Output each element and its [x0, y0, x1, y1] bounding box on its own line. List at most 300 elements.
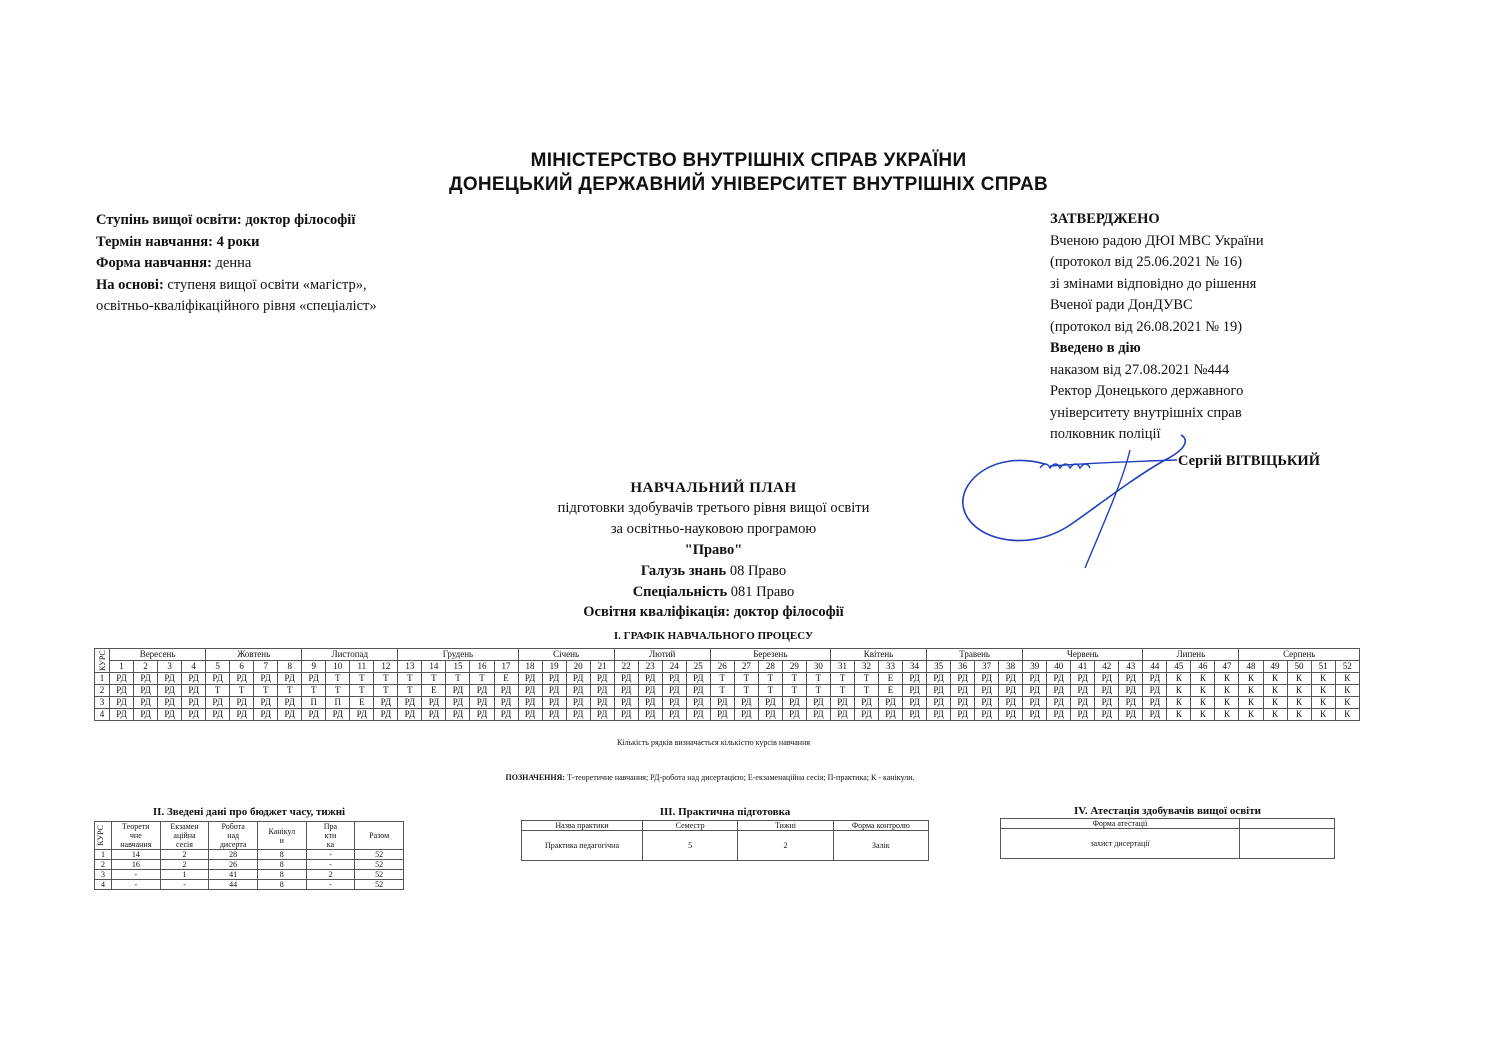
- table-row: [95, 685, 1360, 697]
- schedule-cell: РД: [686, 673, 710, 685]
- practice-cell: Практика педагогічна: [522, 831, 643, 861]
- schedule-cell: РД: [566, 673, 590, 685]
- attestation-empty-cell: [1240, 829, 1335, 859]
- schedule-cell: РД: [854, 709, 878, 721]
- schedule-cell: К: [1239, 709, 1263, 721]
- schedule-cell: К: [1215, 673, 1239, 685]
- budget-header-line: навчання: [120, 840, 152, 849]
- schedule-cell: Т: [326, 685, 350, 697]
- week-number: 38: [999, 661, 1023, 673]
- schedule-cell: Т: [422, 673, 446, 685]
- budget-cell: -: [306, 860, 355, 870]
- practice-header: Семестр: [643, 821, 738, 831]
- schedule-cell: РД: [254, 697, 278, 709]
- budget-cell: -: [112, 880, 161, 890]
- schedule-cell: Т: [806, 673, 830, 685]
- budget-header-line: над: [227, 831, 240, 840]
- schedule-cell: РД: [110, 697, 134, 709]
- schedule-cell: РД: [518, 685, 542, 697]
- schedule-cell: РД: [975, 697, 999, 709]
- attestation-title: IV. Атестація здобувачів вищої освіти: [1074, 805, 1261, 817]
- schedule-cell: Е: [422, 685, 446, 697]
- budget-cell: 8: [257, 860, 306, 870]
- week-number: 23: [638, 661, 662, 673]
- schedule-cell: РД: [494, 697, 518, 709]
- schedule-cell: РД: [1047, 685, 1071, 697]
- budget-header-line: Разом: [369, 831, 390, 840]
- schedule-cell: РД: [278, 673, 302, 685]
- kurs-cell: 1: [95, 673, 110, 685]
- schedule-cell: РД: [638, 673, 662, 685]
- month-header: Червень: [1023, 649, 1143, 661]
- schedule-cell: РД: [975, 709, 999, 721]
- schedule-cell: РД: [1023, 673, 1047, 685]
- schedule-cell: РД: [446, 709, 470, 721]
- approval-line: (протокол від 25.06.2021 № 16): [1050, 254, 1243, 270]
- week-number: 17: [494, 661, 518, 673]
- schedule-cell: РД: [278, 709, 302, 721]
- schedule-cell: РД: [134, 685, 158, 697]
- schedule-cell: РД: [975, 673, 999, 685]
- table-row: [95, 880, 404, 890]
- schedule-cell: РД: [614, 673, 638, 685]
- schedule-cell: Т: [806, 685, 830, 697]
- schedule-cell: РД: [1095, 685, 1119, 697]
- table-row: [95, 870, 404, 880]
- schedule-cell: РД: [662, 685, 686, 697]
- week-number: 50: [1287, 661, 1311, 673]
- week-number: 14: [422, 661, 446, 673]
- schedule-cell: РД: [110, 709, 134, 721]
- schedule-cell: Т: [830, 673, 854, 685]
- schedule-cell: К: [1263, 685, 1287, 697]
- budget-header-line: чне: [129, 831, 142, 840]
- schedule-cell: РД: [710, 697, 734, 709]
- budget-header-line: дисерта: [219, 840, 247, 849]
- program-name: "Право": [684, 542, 743, 558]
- attestation-empty-cell: [1240, 819, 1335, 829]
- attestation-cell: захист дисертації: [1001, 829, 1240, 859]
- schedule-cell: РД: [903, 697, 927, 709]
- schedule-cell: К: [1287, 709, 1311, 721]
- week-number: 6: [230, 661, 254, 673]
- month-header: Листопад: [302, 649, 398, 661]
- practice-title: ІІІ. Практична підготовка: [659, 806, 791, 818]
- schedule-cell: Т: [374, 685, 398, 697]
- budget-cell: 2: [160, 860, 209, 870]
- approval-line: університету внутрішніх справ: [1050, 404, 1242, 421]
- practice-cell: Залік: [833, 831, 928, 861]
- schedule-cell: РД: [999, 709, 1023, 721]
- schedule-cell: РД: [1023, 697, 1047, 709]
- schedule-cell: РД: [590, 697, 614, 709]
- budget-cell: -: [306, 880, 355, 890]
- schedule-cell: РД: [566, 709, 590, 721]
- schedule-cell: РД: [1143, 709, 1167, 721]
- approval-line: полковник поліції: [1050, 426, 1161, 442]
- week-number: 21: [590, 661, 614, 673]
- schedule-cell: РД: [1095, 709, 1119, 721]
- schedule-cell: РД: [518, 709, 542, 721]
- budget-header-line: Канікул: [268, 826, 296, 836]
- schedule-cell: К: [1191, 673, 1215, 685]
- month-header: Серпень: [1239, 649, 1360, 661]
- schedule-cell: Т: [398, 673, 422, 685]
- kurs-cell: 2: [95, 685, 110, 697]
- week-number: 48: [1239, 661, 1263, 673]
- schedule-cell: РД: [1071, 709, 1095, 721]
- week-number: 33: [879, 661, 903, 673]
- week-number: 37: [975, 661, 999, 673]
- schedule-cell: РД: [302, 709, 326, 721]
- budget-cell: 44: [209, 880, 258, 890]
- schedule-cell: РД: [398, 697, 422, 709]
- budget-cell: 52: [355, 860, 404, 870]
- table-row: [95, 850, 404, 860]
- schedule-cell: РД: [806, 697, 830, 709]
- budget-cell: 2: [306, 870, 355, 880]
- schedule-cell: РД: [374, 709, 398, 721]
- schedule-cell: РД: [782, 709, 806, 721]
- schedule-cell: РД: [110, 673, 134, 685]
- qualification-line: Освітня кваліфікація: доктор філософії: [583, 604, 844, 620]
- table-row: [95, 709, 1360, 721]
- approval-line: (протокол від 26.08.2021 № 19): [1050, 318, 1243, 335]
- schedule-cell: РД: [830, 697, 854, 709]
- budget-title: ІІ. Зведені дані про бюджет часу, тижні: [152, 806, 346, 818]
- kurs-header-cell: [95, 822, 112, 850]
- schedule-cell: РД: [182, 697, 206, 709]
- legend: ПОЗНАЧЕННЯ: Т-теоретичне навчання; РД-робота над дисертацією; Е-екзаменаційна сесія; П-практика; К - канікули.: [505, 773, 915, 782]
- approval-block: [1050, 209, 1264, 446]
- schedule-cell: РД: [758, 697, 782, 709]
- schedule-cell: РД: [951, 685, 975, 697]
- schedule-cell: Т: [350, 685, 374, 697]
- schedule-cell: Т: [734, 685, 758, 697]
- week-number: 12: [374, 661, 398, 673]
- field-line: Галузь знань 08 Право: [640, 563, 787, 579]
- schedule-cell: РД: [686, 709, 710, 721]
- budget-header: [112, 822, 161, 850]
- schedule-cell: РД: [158, 709, 182, 721]
- schedule-cell: РД: [134, 697, 158, 709]
- budget-cell: -: [160, 880, 209, 890]
- schedule-cell: К: [1167, 673, 1191, 685]
- schedule-cell: РД: [134, 673, 158, 685]
- schedule-cell: РД: [999, 673, 1023, 685]
- schedule-cell: РД: [1071, 685, 1095, 697]
- schedule-cell: РД: [326, 709, 350, 721]
- week-number: 43: [1119, 661, 1143, 673]
- schedule-cell: РД: [999, 697, 1023, 709]
- schedule-cell: РД: [830, 709, 854, 721]
- schedule-cell: К: [1239, 697, 1263, 709]
- schedule-cell: РД: [1143, 685, 1167, 697]
- table-row: [95, 697, 1360, 709]
- schedule-cell: РД: [422, 709, 446, 721]
- schedule-cell: РД: [470, 709, 494, 721]
- schedule-cell: К: [1311, 685, 1335, 697]
- schedule-cell: К: [1263, 697, 1287, 709]
- week-number: 44: [1143, 661, 1167, 673]
- schedule-cell: РД: [590, 685, 614, 697]
- week-number: 5: [206, 661, 230, 673]
- practice-header: Форма контролю: [833, 821, 928, 831]
- schedule-cell: Т: [782, 685, 806, 697]
- schedule-cell: РД: [110, 685, 134, 697]
- week-number: 1: [110, 661, 134, 673]
- budget-cell: 41: [209, 870, 258, 880]
- schedule-cell: Т: [830, 685, 854, 697]
- schedule-cell: РД: [134, 709, 158, 721]
- schedule-cell: К: [1191, 709, 1215, 721]
- budget-cell: 8: [257, 880, 306, 890]
- budget-header: [257, 822, 306, 850]
- schedule-cell: РД: [614, 697, 638, 709]
- schedule-cell: РД: [1047, 673, 1071, 685]
- schedule-cell: Е: [879, 673, 903, 685]
- schedule-cell: Т: [374, 673, 398, 685]
- schedule-cell: РД: [254, 709, 278, 721]
- schedule-cell: Т: [782, 673, 806, 685]
- schedule-cell: РД: [302, 673, 326, 685]
- schedule-cell: Е: [879, 685, 903, 697]
- practice-header: Назва практики: [522, 821, 643, 831]
- schedule-cell: Т: [302, 685, 326, 697]
- week-number: 31: [830, 661, 854, 673]
- budget-header: [355, 822, 404, 850]
- week-number: 10: [326, 661, 350, 673]
- approval-line: Вченою радою ДЮІ МВС України: [1050, 232, 1264, 249]
- schedule-table: [94, 648, 1360, 721]
- table-row: [95, 860, 404, 870]
- schedule-cell: К: [1191, 697, 1215, 709]
- schedule-cell: РД: [1047, 697, 1071, 709]
- schedule-cell: РД: [518, 697, 542, 709]
- schedule-cell: РД: [903, 709, 927, 721]
- schedule-cell: РД: [446, 685, 470, 697]
- practice-header: Тижні: [738, 821, 833, 831]
- budget-header-line: Робота: [221, 822, 245, 831]
- budget-header-line: ка: [326, 840, 335, 849]
- schedule-cell: Т: [854, 685, 878, 697]
- schedule-cell: РД: [734, 697, 758, 709]
- week-number: 36: [951, 661, 975, 673]
- schedule-cell: К: [1191, 685, 1215, 697]
- schedule-cell: РД: [686, 697, 710, 709]
- schedule-cell: РД: [1143, 673, 1167, 685]
- month-header: Вересень: [110, 649, 206, 661]
- schedule-cell: РД: [590, 673, 614, 685]
- schedule-cell: РД: [374, 697, 398, 709]
- specialty-line: Спеціальність 081 Право: [632, 584, 795, 600]
- kurs-header: КУРС: [96, 825, 105, 846]
- budget-cell: 4: [95, 880, 112, 890]
- approval-line: Ректор Донецького державного: [1050, 383, 1244, 399]
- schedule-cell: К: [1215, 685, 1239, 697]
- schedule-cell: РД: [542, 697, 566, 709]
- plan-subtitle-2: за освітньо-науковою програмою: [610, 521, 817, 537]
- schedule-cell: К: [1335, 697, 1359, 709]
- week-number: 47: [1215, 661, 1239, 673]
- week-number: 24: [662, 661, 686, 673]
- schedule-cell: РД: [927, 673, 951, 685]
- schedule-cell: Т: [326, 673, 350, 685]
- schedule-cell: РД: [1023, 685, 1047, 697]
- schedule-cell: РД: [1119, 709, 1143, 721]
- schedule-cell: К: [1335, 685, 1359, 697]
- plan-title: НАВЧАЛЬНИЙ ПЛАН: [630, 480, 797, 496]
- schedule-cell: К: [1263, 673, 1287, 685]
- schedule-cell: РД: [951, 673, 975, 685]
- schedule-cell: РД: [662, 673, 686, 685]
- budget-cell: 1: [160, 870, 209, 880]
- budget-cell: 3: [95, 870, 112, 880]
- schedule-cell: РД: [951, 697, 975, 709]
- schedule-cell: К: [1167, 697, 1191, 709]
- budget-header: [209, 822, 258, 850]
- schedule-cell: РД: [782, 697, 806, 709]
- week-number: 8: [278, 661, 302, 673]
- schedule-cell: РД: [206, 709, 230, 721]
- signer-name: Сергій ВІТВІЦЬКИЙ: [1178, 453, 1320, 469]
- week-number: 52: [1335, 661, 1359, 673]
- schedule-cell: РД: [903, 673, 927, 685]
- budget-cell: 28: [209, 850, 258, 860]
- schedule-cell: К: [1167, 685, 1191, 697]
- schedule-cell: К: [1335, 673, 1359, 685]
- schedule-cell: Е: [494, 673, 518, 685]
- budget-cell: 1: [95, 850, 112, 860]
- schedule-cell: РД: [542, 673, 566, 685]
- schedule-cell: Т: [470, 673, 494, 685]
- schedule-cell: РД: [1071, 697, 1095, 709]
- month-header: Січень: [518, 649, 614, 661]
- budget-cell: -: [306, 850, 355, 860]
- schedule-cell: К: [1239, 673, 1263, 685]
- schedule-cell: К: [1167, 709, 1191, 721]
- schedule-cell: РД: [158, 685, 182, 697]
- budget-cell: 52: [355, 880, 404, 890]
- schedule-cell: К: [1215, 709, 1239, 721]
- degree-line: Ступінь вищої освіти: доктор філософії: [96, 212, 356, 228]
- schedule-cell: РД: [254, 673, 278, 685]
- budget-header: [306, 822, 355, 850]
- schedule-cell: Т: [758, 673, 782, 685]
- schedule-cell: РД: [638, 697, 662, 709]
- schedule-cell: РД: [975, 685, 999, 697]
- schedule-cell: РД: [158, 673, 182, 685]
- schedule-cell: РД: [710, 709, 734, 721]
- month-header: Липень: [1143, 649, 1239, 661]
- schedule-cell: Т: [278, 685, 302, 697]
- schedule-cell: РД: [854, 697, 878, 709]
- budget-cell: 2: [160, 850, 209, 860]
- week-number: 27: [734, 661, 758, 673]
- budget-header-line: Теорети: [122, 822, 150, 831]
- schedule-cell: РД: [206, 673, 230, 685]
- schedule-cell: РД: [182, 673, 206, 685]
- month-header: Грудень: [398, 649, 518, 661]
- month-header: Лютий: [614, 649, 710, 661]
- schedule-cell: РД: [662, 709, 686, 721]
- schedule-cell: РД: [494, 685, 518, 697]
- schedule-cell: Т: [710, 673, 734, 685]
- schedule-cell: РД: [1095, 673, 1119, 685]
- schedule-cell: РД: [999, 685, 1023, 697]
- schedule-cell: Т: [398, 685, 422, 697]
- week-number: 42: [1095, 661, 1119, 673]
- schedule-cell: РД: [1071, 673, 1095, 685]
- budget-cell: 2: [95, 860, 112, 870]
- schedule-cell: РД: [470, 697, 494, 709]
- week-number: 32: [854, 661, 878, 673]
- budget-cell: 16: [112, 860, 161, 870]
- schedule-cell: РД: [542, 709, 566, 721]
- attestation-header: Форма атестації: [1001, 819, 1240, 829]
- schedule-cell: РД: [686, 685, 710, 697]
- table-row: [95, 673, 1360, 685]
- schedule-cell: РД: [758, 709, 782, 721]
- schedule-cell: РД: [1119, 685, 1143, 697]
- schedule-cell: РД: [590, 709, 614, 721]
- schedule-cell: РД: [927, 685, 951, 697]
- schedule-cell: Т: [710, 685, 734, 697]
- effective-label: Введено в дію: [1050, 340, 1141, 356]
- kurs-cell: 4: [95, 709, 110, 721]
- schedule-cell: РД: [566, 685, 590, 697]
- week-number: 30: [806, 661, 830, 673]
- schedule-cell: РД: [398, 709, 422, 721]
- budget-header-line: кти: [324, 831, 337, 840]
- week-number: 20: [566, 661, 590, 673]
- schedule-cell: РД: [230, 673, 254, 685]
- schedule-cell: К: [1287, 685, 1311, 697]
- schedule-cell: П: [326, 697, 350, 709]
- attestation-table: [1000, 818, 1335, 859]
- budget-cell: 14: [112, 850, 161, 860]
- month-header: Жовтень: [206, 649, 302, 661]
- schedule-cell: РД: [494, 709, 518, 721]
- month-header: Квітень: [830, 649, 926, 661]
- schedule-cell: РД: [1023, 709, 1047, 721]
- budget-header: [160, 822, 209, 850]
- practice-cell: 5: [643, 831, 738, 861]
- practice-cell: 2: [738, 831, 833, 861]
- budget-header-line: аційна: [173, 831, 196, 840]
- schedule-cell: РД: [422, 697, 446, 709]
- schedule-cell: РД: [638, 685, 662, 697]
- schedule-cell: РД: [230, 697, 254, 709]
- schedule-cell: РД: [158, 697, 182, 709]
- schedule-cell: Т: [734, 673, 758, 685]
- schedule-cell: РД: [470, 685, 494, 697]
- week-number: 22: [614, 661, 638, 673]
- week-number: 2: [134, 661, 158, 673]
- budget-cell: 8: [257, 850, 306, 860]
- schedule-cell: РД: [806, 709, 830, 721]
- week-number: 18: [518, 661, 542, 673]
- schedule-cell: РД: [1119, 673, 1143, 685]
- schedule-cell: Т: [254, 685, 278, 697]
- budget-cell: 26: [209, 860, 258, 870]
- budget-table: [94, 821, 404, 890]
- week-number: 39: [1023, 661, 1047, 673]
- week-number: 51: [1311, 661, 1335, 673]
- schedule-cell: К: [1263, 709, 1287, 721]
- schedule-cell: РД: [206, 697, 230, 709]
- approval-line: зі змінами відповідно до рішення: [1050, 275, 1257, 292]
